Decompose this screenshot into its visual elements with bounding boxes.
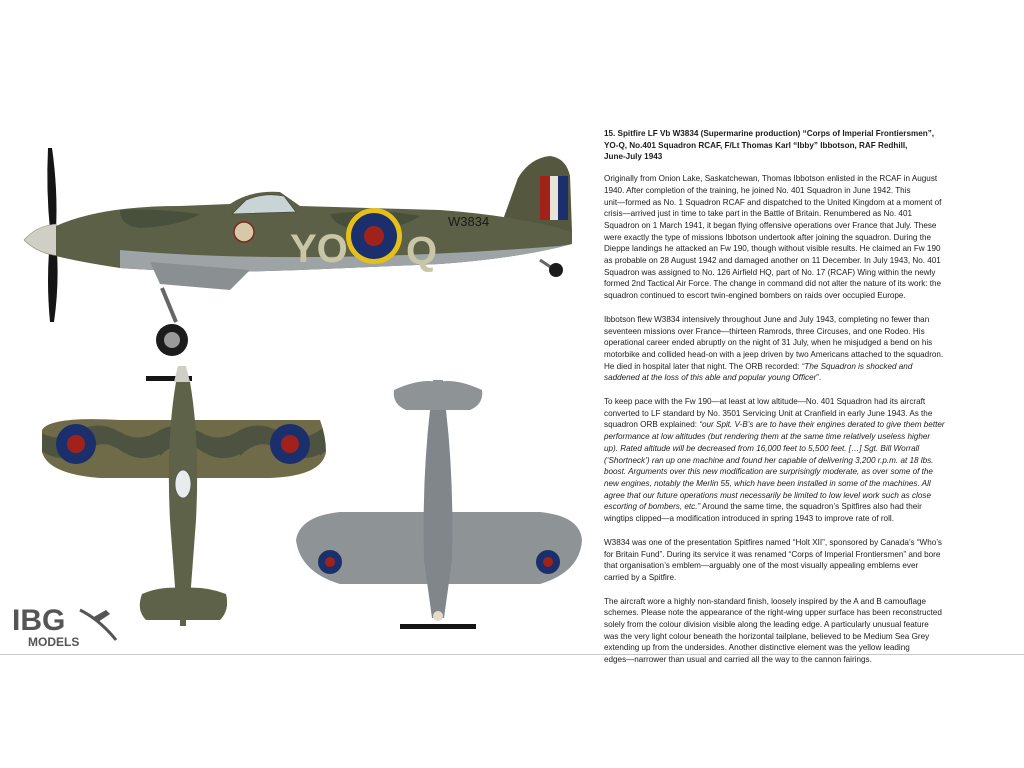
quote-line: new engines, notably the Merlin 55, which have been installed in some of the machines. All [604, 478, 931, 488]
text-line: Dieppe landings he attacked an Fw 190, though without visible results. He claimed an Fw 190 [604, 244, 941, 254]
text-line: Squadron on 1 March 1941, it began flying offensive operations over France that July. These [604, 220, 937, 230]
quote-line: agree that our future operations must necessarily be limited to low level work such as close [604, 490, 931, 500]
text-line: wingtips clipped—a modification introduced in spring 1943 to improve rate of roll. [604, 514, 894, 524]
text-line: Squadron was assigned to No. 126 Airfield HQ, part of No. 17 (RCAF) Wing within the newly [604, 267, 936, 277]
quote-line: up). Rated altitude will be decreased from 16,000 feet to 5,500 feet. […] Sgt. Bill Worrall [604, 443, 920, 453]
code-letters-left: YO [290, 227, 348, 271]
title-line: YO-Q, No.401 Squadron RCAF, F/Lt Thomas Karl “Ibby” Ibbotson, RAF Redhill, [604, 140, 908, 150]
logo-sub: MODELS [28, 635, 80, 649]
text-line: that organisation’s emblem—arguably one of the most visually appealing emblems ever [604, 561, 919, 571]
title-line: June-July 1943 [604, 152, 663, 162]
text-line: as probable on 28 August 1942 and damaged another on 11 December. In July 1943, No. 401 [604, 256, 941, 266]
paragraph-lf-conversion [604, 396, 1008, 525]
text-line: operational career ended abruptly on the night of 31 July, when he misjudged a bend on his [604, 338, 933, 348]
underside-view [296, 380, 582, 629]
text-line: Ibbotson flew W3834 intensively throughout June and July 1943, completing no fewer than [604, 314, 930, 324]
text-line [604, 419, 1008, 431]
text-line: was the very light colour beneath the horizontal tailplane, believed to be Medium Sea Grey [604, 631, 930, 641]
text-line: motorbike and collided head-on with a jeep driven by two Americans attached to the squadron. [604, 349, 944, 359]
text-line: formed 2nd Tactical Air Force. The change in command did not alter the nature of its work: the [604, 279, 942, 289]
text-line: seventeen missions over France—thirteen Ramrods, three Circuses, and one Rodeo. His [604, 326, 925, 336]
top-view [42, 366, 326, 626]
text-line: W3834 was one of the presentation Spitfires named “Holt XII”, sponsored by Canada’s “Who’s [604, 537, 942, 547]
paragraph-history [604, 173, 1008, 302]
quote-run: escorting of bombers, etc.” [604, 502, 701, 512]
footer-divider [0, 654, 1024, 655]
text-line: unit—formed as No. 1 Squadron RCAF and dispatched to the United Kingdom at a moment of [604, 197, 942, 207]
code-letter-right: Q [406, 229, 438, 273]
text-line: crisis—arrived just in time to take part in the Battle of Britain. Renumbered as No. 401 [604, 209, 912, 219]
paragraph-finish [604, 596, 1008, 666]
text-line: were exactly the type of missions Ibbotson undertook after joining the squadron. During the [604, 232, 931, 242]
quote-run: “our Spit. V-B’s are to have their engines derated to give them better [699, 420, 945, 430]
text-run: ”. [816, 373, 822, 383]
paragraph-ibbotson [604, 314, 1008, 384]
text-run: He died in hospital later that night. The ORB recorded: [604, 361, 802, 371]
quote-line: performance at low altitudes (but rendering them at the same time relatively useless higher [604, 432, 931, 442]
paragraph-presentation [604, 537, 1008, 584]
serial-number: W3834 [448, 214, 490, 229]
text-line: The aircraft wore a highly non-standard finish, loosely inspired by the A and B camouflage [604, 596, 927, 606]
text-line: solely from the colour division visible along the leading edge. A particularly unusual feature [604, 620, 929, 630]
title-line: 15. Spitfire LF Vb W3834 (Supermarine production) “Corps of Imperial Frontiersmen”, [604, 129, 935, 138]
text-run: Around the same time, the squadron’s Spitfires also had their [700, 502, 922, 512]
text-line: 1940. After completion of the training, he joined No. 401 Squadron in June 1942. This [604, 185, 911, 195]
text-line: carried by a Spitfire. [604, 572, 677, 582]
quote-line: (‘Shortneck’) ran up one machine and found her capable of delivering 3,200 r.p.m. at 18 lbs. [604, 455, 934, 465]
text-line: schemes. Please note the appearance of the right-wing upper surface has been reconstructed [604, 608, 942, 618]
text-line: converted to LF standard by No. 3501 Servicing Unit at Cranfield in early June 1943. As the [604, 408, 933, 418]
quote-run: “The Squadron is shocked and [801, 361, 913, 371]
aircraft-caption [604, 128, 1008, 678]
text-line [604, 372, 1008, 384]
quote-line: boost. Arguments over this new modification are surprisingly moderate, as over some of the [604, 467, 933, 477]
text-line: for Britain Fund”. During its service it was renamed “Corps of Imperial Frontiersmen” and bore [604, 549, 941, 559]
text-line: To keep pace with the Fw 190—at least at low altitude—No. 401 Squadron had its aircraft [604, 397, 926, 407]
text-line [604, 501, 1008, 513]
ibg-models-logo [10, 596, 136, 656]
text-line [604, 361, 1008, 373]
text-line: Originally from Onion Lake, Saskatchewan, Thomas Ibbotson enlisted in the RCAF in August [604, 174, 938, 184]
text-run: squadron ORB explained: [604, 420, 700, 430]
quote-run: saddened at the loss of this able and popular young Officer [604, 373, 817, 383]
side-profile [24, 148, 572, 356]
text-line: squadron continued to escort twin-engined bombers on raids over occupied Europe. [604, 291, 906, 301]
caption-title [604, 128, 1008, 163]
text-line: edges—narrower than usual and carried all the way to the cannon fairings. [604, 655, 872, 665]
text-line: extending up from the undersides. Another distinctive element was the yellow leading [604, 643, 910, 653]
logo-brand: IBG [12, 604, 66, 637]
